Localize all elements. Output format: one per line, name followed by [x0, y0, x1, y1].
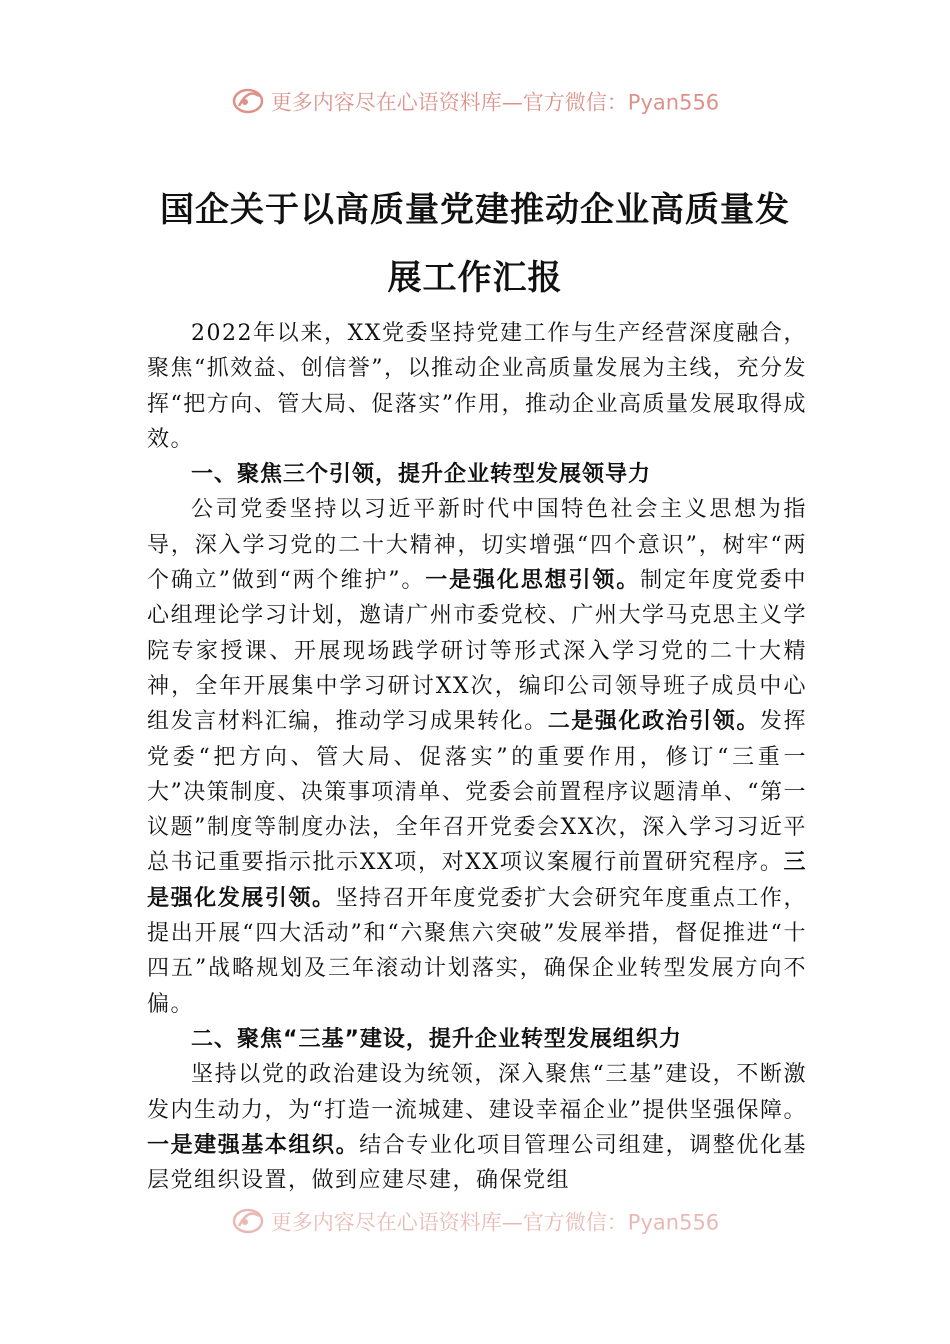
- page-title-line-2: 展工作汇报: [387, 258, 563, 298]
- section-heading-1: 一、聚焦三个引领，提升企业转型发展领导力: [191, 462, 652, 488]
- logo-icon: [231, 86, 265, 121]
- section-2-paragraph: 坚持以党的政治建设为统领，深入聚焦“三基”建设，不断激发内生动力，为“打造一流城建、建设幸福企业”提供坚强保障。一是建强基本组织。结合专业化项目管理公司组建，调整优化基层党组织设置，做到应建尽建，确保党组: [147, 1062, 807, 1194]
- watermark-header: [0, 86, 950, 121]
- watermark-text: 更多内容尽在心语资料库—官方微信：Pyan556: [270, 90, 720, 115]
- point-3-heading: 三是强化发展引领。: [147, 850, 807, 911]
- intro-paragraph: 2022年以来，XX党委坚持党建工作与生产经营深度融合，聚焦“抓效益、创信誉”，以推动企业高质量发展为主线，充分发挥“把方向、管大局、促落实”作用，推动企业高质量发展取得成效。: [147, 321, 807, 452]
- logo-icon: [231, 1206, 265, 1241]
- watermark-footer: [0, 1206, 950, 1241]
- watermark-text: 更多内容尽在心语资料库—官方微信：Pyan556: [270, 1210, 720, 1235]
- point-2-heading: 二是强化政治引领。: [547, 709, 760, 735]
- section-heading-2: 二、聚焦“三基”建设，提升企业转型发展组织力: [191, 1026, 682, 1052]
- page-title-line-1: 国企关于以高质量党建推动企业高质量发: [160, 190, 790, 230]
- section-1-paragraph: 公司党委坚持以习近平新时代中国特色社会主义思想为指导，深入学习党的二十大精神，切实增强“四个意识”，树牢“两个确立”做到“两个维护”。一是强化思想引领。制定年度党委中心组理论学习计划，邀请广州市委党校、广州大学马克思主义学院专家授课、开展现场践学研讨等形式深入学习党的二十大精神，全年开展集中学习研讨XX次，编印公司领导班子成员中心组发言材料汇编，推动学习成果转化。二是强化政治引领。发挥党委“把方向、管大局、促落实”的重要作用，修订“三重一大”决策制度、决策事项清单、党委会前置程序议题清单、“第一议题”制度等制度办法，全年召开党委会XX次，深入学习习近平总书记重要指示批示XX项，对XX项议案履行前置研究程序。三是强化发展引领。坚持召开年度党委扩大会研究年度重点工作，提出开展“四大活动”和“六聚焦六突破”发展举措，督促推进“十四五”战略规划及三年滚动计划落实，确保企业转型发展方向不偏。: [147, 497, 807, 1017]
- document-body: [147, 316, 807, 1210]
- point-1-heading: 一是强化思想引领。: [425, 568, 641, 594]
- point-2-1-heading: 一是建强基本组织。: [147, 1132, 360, 1158]
